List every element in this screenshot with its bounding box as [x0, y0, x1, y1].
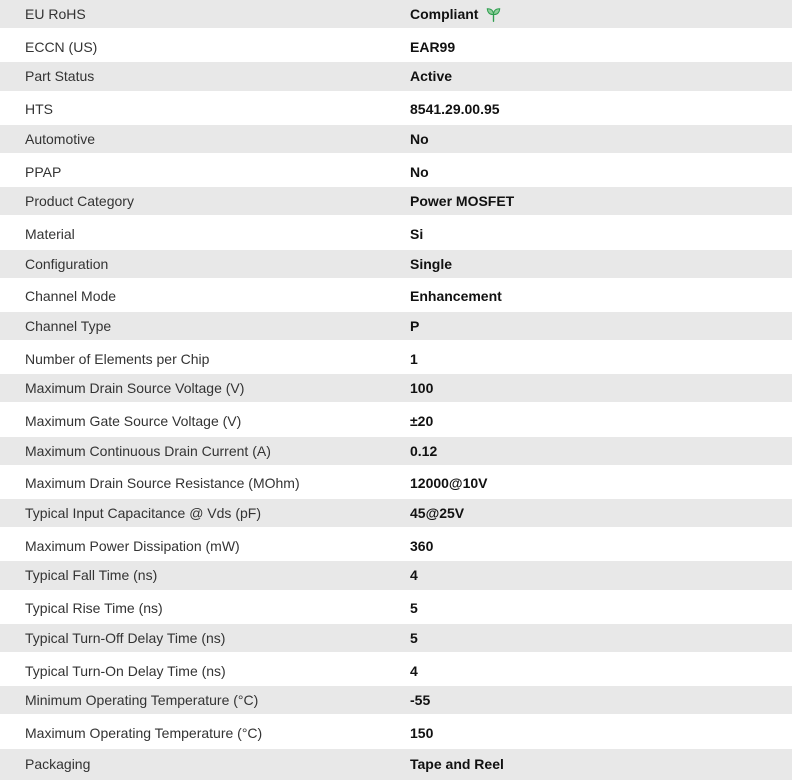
spec-label: Configuration: [25, 255, 109, 272]
spec-row: [0, 686, 792, 717]
spec-row: [0, 468, 792, 499]
spec-row: [0, 0, 792, 31]
spec-label: Part Status: [25, 68, 95, 85]
spec-value: [410, 413, 792, 429]
spec-value: [410, 318, 792, 334]
spec-value-text: -55: [410, 692, 431, 709]
spec-value-text: Active: [410, 68, 453, 85]
spec-value-text: Single: [410, 255, 453, 272]
spec-label: Typical Rise Time (ns): [25, 600, 163, 617]
spec-row: [0, 655, 792, 686]
spec-row: [0, 250, 792, 281]
spec-value: [410, 193, 792, 209]
spec-value: [410, 68, 792, 84]
spec-value: [410, 663, 792, 679]
spec-label: Maximum Gate Source Voltage (V): [25, 413, 242, 430]
spec-row: [0, 218, 792, 249]
spec-row: [0, 717, 792, 748]
spec-label: Material: [25, 225, 75, 242]
spec-label: Automotive: [25, 130, 96, 147]
spec-value-text: No: [410, 130, 429, 147]
spec-value: [410, 600, 792, 616]
spec-value: [410, 475, 792, 491]
spec-label: Product Category: [25, 193, 134, 210]
spec-value-text: Si: [410, 225, 424, 242]
spec-row: [0, 94, 792, 125]
spec-row: [0, 312, 792, 343]
spec-value-text: P: [410, 317, 420, 334]
spec-row: [0, 624, 792, 655]
spec-value: [410, 131, 792, 147]
spec-value-text: EAR99: [410, 38, 456, 55]
spec-value: [410, 39, 792, 55]
spec-label: ECCN (US): [25, 38, 98, 55]
spec-value: [410, 630, 792, 646]
spec-row: [0, 343, 792, 374]
spec-value-text: ±20: [410, 413, 434, 430]
spec-value: [410, 6, 792, 23]
spec-label: Typical Input Capacitance @ Vds (pF): [25, 505, 261, 522]
spec-label: Channel Type: [25, 317, 112, 334]
spec-value-text: Tape and Reel: [410, 756, 504, 773]
spec-label: Packaging: [25, 756, 91, 773]
spec-value: [410, 756, 792, 772]
spec-row: [0, 187, 792, 218]
spec-row: [0, 749, 792, 780]
spec-row: [0, 281, 792, 312]
spec-value-text: 1: [410, 350, 418, 367]
spec-label: Number of Elements per Chip: [25, 350, 210, 367]
spec-row: [0, 593, 792, 624]
spec-value: [410, 538, 792, 554]
spec-value: [410, 226, 792, 242]
spec-value-text: 360: [410, 537, 434, 554]
spec-row: [0, 125, 792, 156]
spec-value-text: 45@25V: [410, 505, 465, 522]
spec-label: Minimum Operating Temperature (°C): [25, 692, 259, 709]
spec-value-text: Enhancement: [410, 288, 502, 305]
spec-value: [410, 101, 792, 117]
spec-value: [410, 256, 792, 272]
spec-row: [0, 499, 792, 530]
spec-row: [0, 405, 792, 436]
spec-label: Maximum Drain Source Voltage (V): [25, 380, 245, 397]
spec-label: Maximum Operating Temperature (°C): [25, 724, 263, 741]
spec-label: Typical Turn-On Delay Time (ns): [25, 662, 226, 679]
spec-value-text: Compliant: [410, 6, 479, 23]
spec-value-text: No: [410, 163, 429, 180]
spec-value: [410, 505, 792, 521]
spec-label: PPAP: [25, 163, 62, 180]
spec-value: [410, 164, 792, 180]
spec-value-text: 150: [410, 724, 434, 741]
spec-value: [410, 351, 792, 367]
spec-value-text: 12000@10V: [410, 475, 488, 492]
spec-value: [410, 725, 792, 741]
spec-row: [0, 530, 792, 561]
spec-label: Maximum Drain Source Resistance (MOhm): [25, 475, 300, 492]
spec-value-text: 8541.29.00.95: [410, 101, 500, 118]
spec-value-text: 0.12: [410, 442, 438, 459]
spec-value-text: 5: [410, 600, 418, 617]
spec-label: Channel Mode: [25, 288, 117, 305]
spec-row: [0, 374, 792, 405]
spec-label: Maximum Continuous Drain Current (A): [25, 442, 271, 459]
spec-value: [410, 288, 792, 304]
spec-value-text: 4: [410, 567, 418, 584]
spec-value: [410, 567, 792, 583]
spec-value: [410, 692, 792, 708]
spec-value: [410, 443, 792, 459]
spec-label: Maximum Power Dissipation (mW): [25, 537, 240, 554]
leaf-icon: [485, 6, 502, 23]
spec-label: Typical Turn-Off Delay Time (ns): [25, 629, 226, 646]
spec-row: [0, 561, 792, 592]
spec-value-text: 4: [410, 662, 418, 679]
spec-row: [0, 62, 792, 93]
spec-value-text: 5: [410, 629, 418, 646]
spec-value-text: 100: [410, 380, 434, 397]
spec-label: EU RoHS: [25, 6, 86, 23]
spec-label: Typical Fall Time (ns): [25, 567, 158, 584]
spec-row: [0, 437, 792, 468]
spec-value-text: Power MOSFET: [410, 193, 515, 210]
spec-row: [0, 31, 792, 62]
spec-value: [410, 380, 792, 396]
spec-row: [0, 156, 792, 187]
spec-label: HTS: [25, 101, 53, 118]
